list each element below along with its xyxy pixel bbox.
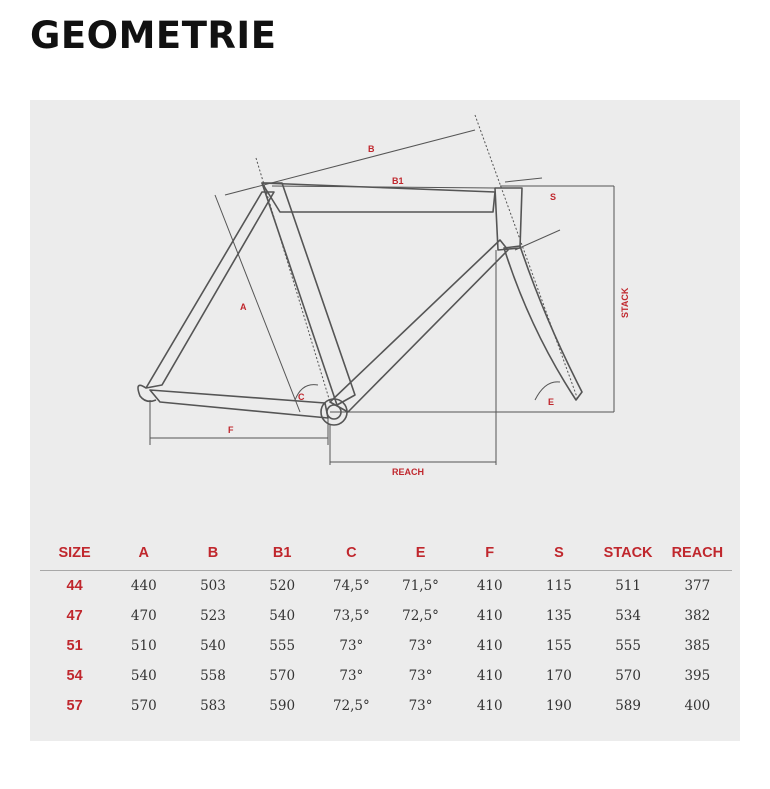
table-cell: 540: [269, 608, 296, 624]
column-header: C: [317, 536, 386, 571]
page-title: GEOMETRIE: [30, 14, 277, 57]
table-cell: 400: [684, 698, 711, 714]
table-cell: 73°: [339, 668, 364, 684]
table-cell: 410: [476, 668, 503, 684]
table-cell: 170: [546, 668, 572, 684]
table-row: [40, 691, 732, 721]
size-cell: 54: [66, 668, 83, 684]
table-cell: 570: [615, 668, 641, 684]
table-cell: 385: [684, 638, 711, 654]
table-cell: 190: [546, 698, 572, 714]
table-cell: 72,5°: [402, 608, 439, 624]
table-cell: 74,5°: [332, 578, 370, 594]
column-header: F: [455, 536, 524, 571]
fork: [504, 246, 582, 400]
column-header: B: [178, 536, 247, 571]
table-cell: 410: [476, 578, 503, 594]
table-cell: 534: [615, 608, 641, 624]
table-cell: 73°: [408, 638, 433, 654]
label-s: S: [550, 192, 557, 202]
table-cell: 540: [130, 668, 157, 684]
table-cell: 72,5°: [332, 698, 370, 714]
table-cell: 555: [269, 638, 296, 654]
size-cell: 44: [66, 578, 83, 594]
table-cell: 410: [476, 698, 503, 714]
seat-stay: [146, 192, 274, 388]
table-cell: 440: [130, 578, 157, 594]
table-row: [40, 601, 732, 631]
size-cell: 51: [66, 638, 83, 654]
table-cell: 510: [130, 638, 157, 654]
table-cell: 73,5°: [332, 608, 370, 624]
label-b1: B1: [392, 176, 404, 186]
table-cell: 410: [476, 608, 503, 624]
label-reach: REACH: [392, 467, 425, 477]
size-cell: 57: [66, 698, 83, 714]
label-c: C: [298, 392, 305, 402]
frame-diagram: [30, 100, 740, 520]
table-cell: 555: [615, 638, 641, 654]
table-cell: 570: [130, 698, 157, 714]
seat-tube: [262, 183, 355, 405]
table-cell: 135: [546, 608, 572, 624]
geometry-panel: [30, 100, 740, 741]
table-cell: 410: [476, 638, 503, 654]
table-cell: 540: [200, 638, 226, 654]
table-cell: 382: [684, 608, 711, 624]
column-header: SIZE: [40, 536, 109, 571]
column-header: STACK: [594, 536, 663, 571]
table-row: [40, 661, 732, 691]
column-header: B1: [248, 536, 317, 571]
table-header-row: [40, 536, 732, 571]
table-cell: 590: [269, 698, 296, 714]
column-header: S: [524, 536, 593, 571]
table-cell: 73°: [408, 698, 433, 714]
label-stack: STACK: [620, 287, 630, 318]
table-cell: 115: [546, 578, 572, 594]
table-cell: 155: [546, 638, 572, 654]
table-cell: 558: [200, 668, 226, 684]
table-cell: 73°: [339, 638, 364, 654]
column-header: A: [109, 536, 178, 571]
table-row: [40, 571, 732, 602]
table-body: [40, 571, 732, 722]
size-cell: 47: [66, 608, 83, 624]
table-cell: 583: [200, 698, 226, 714]
column-header: REACH: [663, 536, 732, 571]
label-e: E: [548, 397, 555, 407]
geometry-table: [40, 536, 732, 721]
label-f: F: [228, 425, 234, 435]
down-tube: [330, 240, 508, 412]
table-row: [40, 631, 732, 661]
table-cell: 377: [684, 578, 711, 594]
table-cell: 520: [269, 578, 296, 594]
table-cell: 73°: [408, 668, 433, 684]
table-cell: 511: [615, 578, 641, 594]
table-cell: 470: [130, 608, 157, 624]
table-cell: 503: [200, 578, 226, 594]
table-cell: 71,5°: [402, 578, 439, 594]
label-a: A: [240, 302, 247, 312]
table-cell: 395: [684, 668, 711, 684]
table-cell: 523: [200, 608, 226, 624]
table-cell: 570: [269, 668, 296, 684]
table-cell: 589: [615, 698, 641, 714]
column-header: E: [386, 536, 455, 571]
label-b: B: [368, 144, 375, 154]
